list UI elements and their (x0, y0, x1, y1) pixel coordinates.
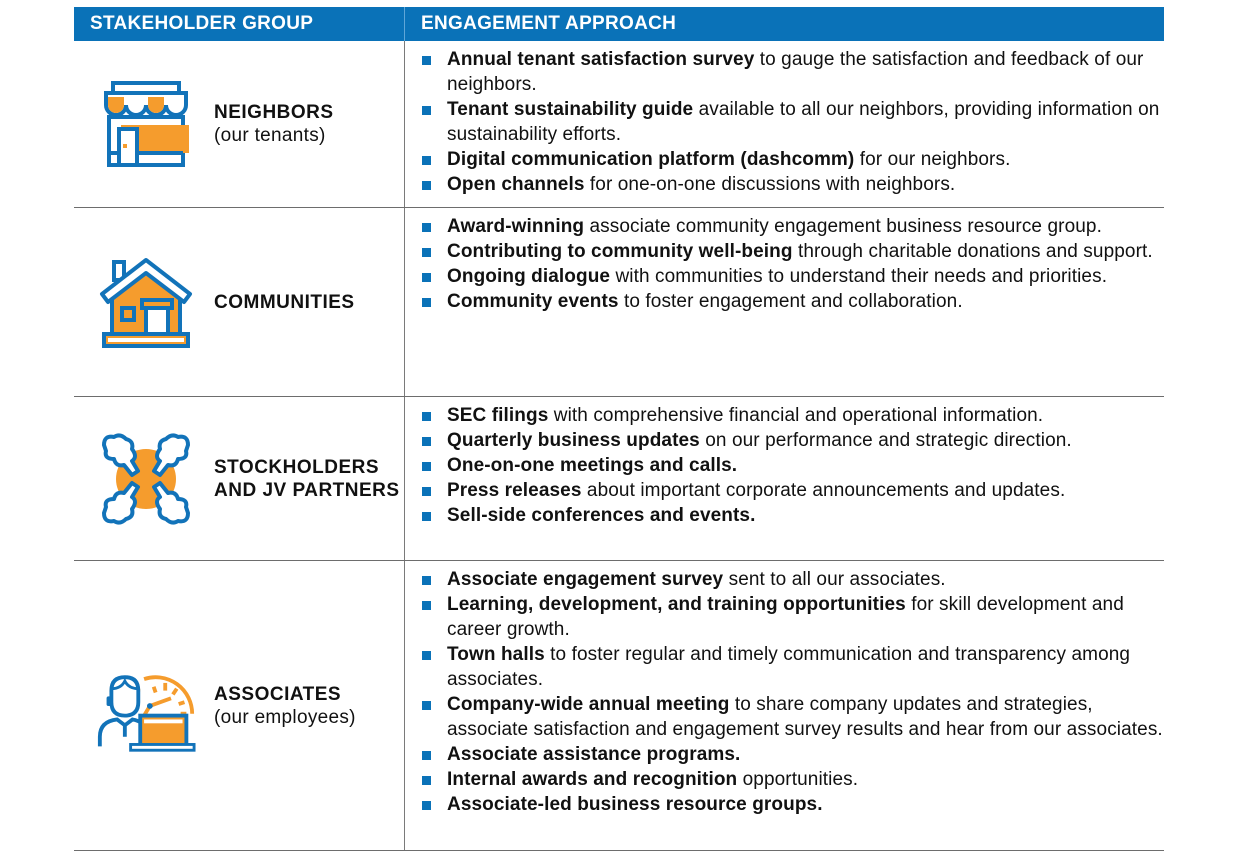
header-stakeholder-group: STAKEHOLDER GROUP (74, 7, 405, 41)
item-text: on our performance and strategic direction. (699, 430, 1072, 451)
item-highlight: Open channels (447, 174, 585, 195)
item-highlight: Associate assistance programs. (447, 744, 741, 765)
engagement-cell (405, 208, 1164, 396)
square-bullet-icon (422, 412, 431, 421)
square-bullet-icon (422, 462, 431, 471)
list-item (421, 172, 1164, 197)
item-highlight: Quarterly business updates (447, 430, 700, 451)
square-bullet-icon (422, 437, 431, 446)
list-item (421, 403, 1164, 428)
square-bullet-icon (422, 298, 431, 307)
table-row-stockholders (74, 397, 1164, 561)
stakeholder-subtitle: (our employees) (214, 706, 356, 728)
stakeholder-subtitle: (our tenants) (214, 125, 326, 146)
table-row-associates (74, 561, 1164, 851)
stakeholder-label (214, 291, 355, 314)
item-highlight: Company-wide annual meeting (447, 694, 730, 715)
item-text: for skill development and career growth. (447, 594, 1124, 640)
item-text: to gauge the satisfaction and feedback of our neighbors. (447, 49, 1144, 95)
item-highlight: One-on-one meetings and calls. (447, 455, 738, 476)
item-text: associate community engagement business resource group. (584, 216, 1102, 237)
storefront-icon (96, 74, 196, 174)
square-bullet-icon (422, 601, 431, 610)
stakeholder-name: STOCKHOLDERS AND JV PARTNERS (214, 456, 400, 501)
item-highlight: SEC filings (447, 405, 549, 426)
list-item (421, 742, 1164, 767)
item-text: to foster regular and timely communication and transparency among associates. (447, 644, 1131, 690)
list-item (421, 97, 1164, 147)
stakeholder-cell (74, 41, 405, 207)
item-highlight: Contributing to community well-being (447, 241, 793, 262)
engagement-list (421, 47, 1164, 197)
list-item (421, 214, 1164, 239)
square-bullet-icon (422, 156, 431, 165)
square-bullet-icon (422, 106, 431, 115)
engagement-list (421, 567, 1164, 817)
list-item (421, 264, 1164, 289)
table-row-neighbors (74, 41, 1164, 208)
item-highlight: Internal awards and recognition (447, 769, 738, 790)
list-item (421, 239, 1164, 264)
header-engagement-approach: ENGAGEMENT APPROACH (421, 13, 677, 34)
stakeholder-label (214, 101, 334, 147)
square-bullet-icon (422, 512, 431, 521)
square-bullet-icon (422, 56, 431, 65)
employee-laptop-clock-icon (96, 656, 196, 756)
square-bullet-icon (422, 223, 431, 232)
engagement-cell (405, 41, 1164, 207)
square-bullet-icon (422, 248, 431, 257)
square-bullet-icon (422, 487, 431, 496)
square-bullet-icon (422, 701, 431, 710)
square-bullet-icon (422, 801, 431, 810)
square-bullet-icon (422, 181, 431, 190)
table-row-communities (74, 208, 1164, 397)
stakeholder-name: COMMUNITIES (214, 291, 355, 313)
item-highlight: Community events (447, 291, 619, 312)
item-highlight: Annual tenant satisfaction survey (447, 49, 755, 70)
list-item (421, 503, 1164, 528)
item-text: through charitable donations and support. (792, 241, 1153, 262)
item-highlight: Digital communication platform (dashcomm) (447, 149, 855, 170)
item-text: with communities to understand their needs and priorities. (610, 266, 1108, 287)
square-bullet-icon (422, 776, 431, 785)
table-header (74, 7, 1164, 41)
list-item (421, 767, 1164, 792)
item-text: with comprehensive financial and operational information. (548, 405, 1044, 426)
item-highlight: Award-winning (447, 216, 585, 237)
stakeholder-cell (74, 397, 405, 560)
list-item (421, 642, 1164, 692)
stakeholder-engagement-table (74, 7, 1164, 851)
stakeholder-cell (74, 208, 405, 396)
square-bullet-icon (422, 273, 431, 282)
item-highlight: Ongoing dialogue (447, 266, 611, 287)
list-item (421, 47, 1164, 97)
stakeholder-cell (74, 561, 405, 850)
engagement-cell (405, 397, 1164, 560)
house-icon (96, 252, 196, 352)
item-highlight: Learning, development, and training opportunities (447, 594, 906, 615)
square-bullet-icon (422, 651, 431, 660)
item-highlight: Sell-side conferences and events. (447, 505, 756, 526)
list-item (421, 289, 1164, 314)
list-item (421, 428, 1164, 453)
item-text: to foster engagement and collaboration. (618, 291, 963, 312)
stakeholder-name: ASSOCIATES (214, 683, 342, 705)
item-text: available to all our neighbors, providing information on sustainability efforts. (447, 99, 1160, 145)
list-item (421, 478, 1164, 503)
stakeholder-label (214, 683, 356, 729)
square-bullet-icon (422, 576, 431, 585)
item-text: to share company updates and strategies, associate satisfaction and engagement survey results and hear from our associates. (447, 694, 1163, 740)
engagement-cell (405, 561, 1164, 850)
item-text: sent to all our associates. (723, 569, 946, 590)
item-highlight: Tenant sustainability guide (447, 99, 694, 120)
engagement-list (421, 403, 1164, 528)
item-text: for one-on-one discussions with neighbors. (584, 174, 956, 195)
item-text: for our neighbors. (854, 149, 1011, 170)
item-highlight: Press releases (447, 480, 582, 501)
engagement-list (421, 214, 1164, 314)
item-highlight: Associate-led business resource groups. (447, 794, 823, 815)
list-item (421, 792, 1164, 817)
list-item (421, 592, 1164, 642)
list-item (421, 453, 1164, 478)
item-text: about important corporate announcements and updates. (581, 480, 1066, 501)
item-text: opportunities. (737, 769, 859, 790)
list-item (421, 692, 1164, 742)
stakeholder-label (214, 456, 404, 502)
list-item (421, 147, 1164, 172)
item-highlight: Associate engagement survey (447, 569, 724, 590)
item-highlight: Town halls (447, 644, 545, 665)
list-item (421, 567, 1164, 592)
square-bullet-icon (422, 751, 431, 760)
people-circle-icon (96, 429, 196, 529)
stakeholder-name: NEIGHBORS (214, 102, 334, 123)
